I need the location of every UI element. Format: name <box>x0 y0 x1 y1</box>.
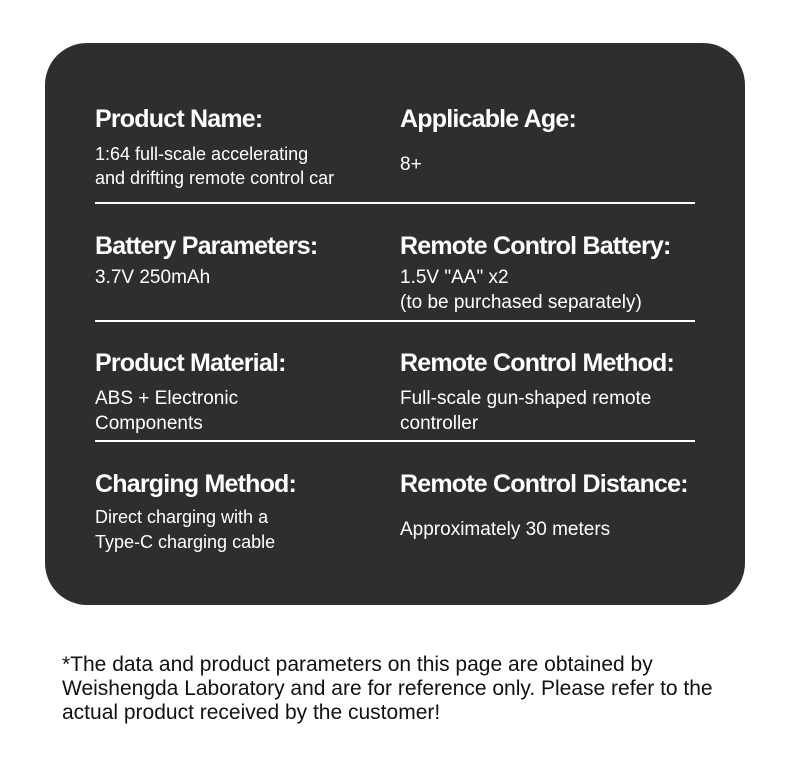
spec-value: 1:64 full-scale accelerating and drifting remote control car <box>95 144 335 188</box>
spec-material <box>95 349 286 436</box>
spec-label: Product Name: <box>95 105 263 133</box>
spec-label: Remote Control Method: <box>400 349 675 377</box>
spec-remote-method <box>400 349 674 436</box>
divider <box>95 202 695 204</box>
spec-label: Remote Control Distance: <box>400 470 688 498</box>
spec-value: Direct charging with a Type-C charging cable <box>95 507 276 552</box>
spec-label: Battery Parameters: <box>95 232 318 260</box>
spec-value: 3.7V 250mAh <box>95 267 211 288</box>
spec-value: ABS + Electronic Components <box>95 388 239 434</box>
spec-product-name <box>95 105 334 190</box>
spec-remote-battery <box>400 232 671 315</box>
divider <box>95 320 695 322</box>
spec-label: Applicable Age: <box>400 105 576 133</box>
spec-label: Remote Control Battery: <box>400 232 671 260</box>
spec-applicable-age <box>400 105 576 177</box>
spec-battery <box>95 232 317 290</box>
disclaimer-note: *The data and product parameters on this page are obtained by Weishengda Laboratory and are for reference only. Please refer to the actual product received by the customer! <box>62 653 713 724</box>
divider <box>95 440 695 442</box>
spec-value: Full-scale gun-shaped remote controller <box>400 388 652 434</box>
spec-value: Approximately 30 meters <box>400 519 611 540</box>
spec-value: 8+ <box>400 154 422 175</box>
spec-label: Charging Method: <box>95 470 297 498</box>
spec-remote-distance <box>400 470 688 542</box>
spec-charging <box>95 470 296 555</box>
spec-value: 1.5V "AA" x2 (to be purchased separately) <box>400 267 642 313</box>
spec-label: Product Material: <box>95 349 286 377</box>
